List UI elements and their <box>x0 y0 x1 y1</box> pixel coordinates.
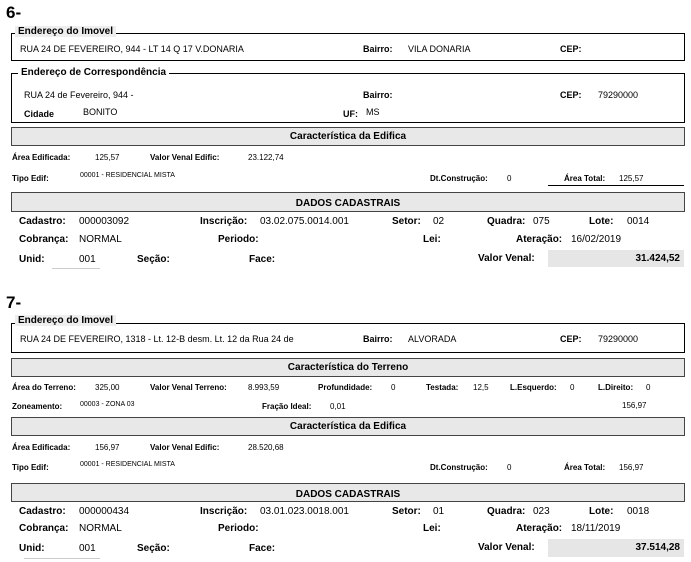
sec7-area-terreno-label: Área do Terreno: <box>12 383 76 392</box>
sec7-prof-value: 0 <box>391 383 396 392</box>
sec6-bairro-label: Bairro: <box>363 44 393 54</box>
sec6-quadra-value: 075 <box>533 216 550 227</box>
sec6-cidade-value: BONITO <box>83 107 118 117</box>
sec7-terreno-title: Característica do Terreno <box>287 362 409 373</box>
sec6-ateracao-label: Ateração: <box>516 234 563 245</box>
sec7-quadra-label: Quadra: <box>487 506 526 517</box>
sec6-unid-underline <box>52 268 100 269</box>
sec7-cadastro-label: Cadastro: <box>19 506 66 517</box>
sec6-cadastro-label: Cadastro: <box>19 216 66 227</box>
sec6-cobranca-label: Cobrança: <box>19 234 69 245</box>
sec7-dt-label: Dt.Construção: <box>430 463 488 472</box>
sec7-fracao-value: 0,01 <box>330 402 346 411</box>
sec7-venal-edif-label: Valor Venal Edific: <box>150 443 220 452</box>
sec7-edif-title: Característica da Edifica <box>289 421 407 432</box>
sec7-terreno-extra-value: 156,97 <box>622 401 647 410</box>
sec6-tipo-label: Tipo Edif: <box>12 174 49 183</box>
sec6-valor-venal-value: 31.424,52 <box>635 253 680 264</box>
sec6-corresp-legend: Endereço de Correspondência <box>18 67 169 78</box>
sec7-quadra-value: 023 <box>533 506 550 517</box>
sec7-tipo-label: Tipo Edif: <box>12 463 49 472</box>
sec6-cad-header <box>11 192 685 212</box>
sec7-venal-edif-value: 28.520,68 <box>248 443 284 452</box>
sec6-dt-label: Dt.Construção: <box>430 174 488 183</box>
sec6-area-edif-label: Área Edificada: <box>12 153 71 162</box>
sec6-cep-label: CEP: <box>560 44 582 54</box>
sec7-edif-header <box>11 417 685 436</box>
sec7-tipo-value: 00001 - RESIDENCIAL MISTA <box>80 461 175 468</box>
sec7-unid-label: Unid: <box>19 543 45 554</box>
section-6-number: 6- <box>6 3 22 22</box>
sec7-testada-label: Testada: <box>426 383 459 392</box>
sec7-area-total-value: 156,97 <box>619 463 644 472</box>
sec7-unid-value: 001 <box>79 543 96 554</box>
sec7-testada-value: 12,5 <box>473 383 489 392</box>
sec7-periodo-label: Periodo: <box>218 523 259 534</box>
sec6-corresp-cep-label: CEP: <box>560 90 582 100</box>
sec6-valor-venal-label: Valor Venal: <box>478 253 535 264</box>
sec7-terreno-header <box>11 358 685 377</box>
sec6-unid-label: Unid: <box>19 254 45 265</box>
sec7-inscricao-label: Inscrição: <box>200 506 248 517</box>
sec6-cidade-label: Cidade <box>24 109 55 119</box>
sec7-lote-value: 0018 <box>627 506 650 517</box>
sec6-setor-value: 02 <box>433 216 445 227</box>
sec6-setor-label: Setor: <box>392 216 421 227</box>
sec7-ldir-label: L.Direito: <box>598 383 634 392</box>
sec6-unid-value: 001 <box>79 254 96 265</box>
sec6-corresp-rua: RUA 24 de Fevereiro, 944 - <box>24 90 134 100</box>
sec7-cep-value: 79290000 <box>598 334 639 344</box>
sec6-inscricao-label: Inscrição: <box>200 216 248 227</box>
sec6-area-edif-value: 125,57 <box>95 153 120 162</box>
sec7-lote-label: Lote: <box>589 506 614 517</box>
sec6-lote-label: Lote: <box>589 216 614 227</box>
sec7-zon-label: Zoneamento: <box>12 402 63 411</box>
sec6-lote-value: 0014 <box>627 216 650 227</box>
sec6-dt-value: 0 <box>507 174 512 183</box>
sec7-endereco-rua: RUA 24 DE FEVEREIRO, 1318 - Lt. 12-B desm. Lt. 12 da Rua 24 de <box>20 334 294 344</box>
sec7-ateracao-label: Ateração: <box>516 523 563 534</box>
sec6-cadastro-value: 000003092 <box>79 216 130 227</box>
sec7-cadastro-value: 000000434 <box>79 506 130 517</box>
sec7-cad-header <box>11 483 685 502</box>
sec6-area-total-value: 125,57 <box>619 174 644 183</box>
sec6-edif-title: Característica da Edifica <box>289 131 407 142</box>
sec7-prof-label: Profundidade: <box>318 383 373 392</box>
sec7-cad-title: DADOS CADASTRAIS <box>295 489 401 500</box>
sec7-area-edif-value: 156,97 <box>95 443 120 452</box>
sec7-unid-underline <box>24 558 100 559</box>
sec6-periodo-label: Periodo: <box>218 234 259 245</box>
sec7-venal-terreno-label: Valor Venal Terreno: <box>150 383 227 392</box>
sec6-inscricao-value: 03.02.075.0014.001 <box>260 216 349 227</box>
sec6-bairro-value: VILA DONARIA <box>408 44 471 54</box>
sec6-quadra-label: Quadra: <box>487 216 526 227</box>
sec6-ateracao-value: 16/02/2019 <box>571 234 622 245</box>
sec7-secao-label: Seção: <box>137 543 170 554</box>
sec7-lesq-value: 0 <box>570 383 575 392</box>
sec7-area-terreno-value: 325,00 <box>95 383 120 392</box>
sec6-cobranca-value: NORMAL <box>79 234 122 245</box>
sec7-area-total-label: Área Total: <box>564 463 606 472</box>
sec7-lei-label: Lei: <box>423 523 441 534</box>
sec6-uf-value: MS <box>366 107 380 117</box>
sec6-lei-label: Lei: <box>423 234 441 245</box>
sec7-valor-venal-label: Valor Venal: <box>478 542 535 553</box>
sec7-area-edif-label: Área Edificada: <box>12 443 71 452</box>
sec7-ateracao-value: 18/11/2019 <box>571 523 621 534</box>
sec6-edif-header <box>11 127 685 146</box>
sec6-tipo-value: 00001 - RESIDENCIAL MISTA <box>80 172 175 179</box>
sec6-venal-edif-value: 23.122,74 <box>248 153 284 162</box>
sec7-valor-venal-value: 37.514,28 <box>635 542 680 553</box>
sec7-face-label: Face: <box>249 543 276 554</box>
sec6-corresp-bairro-label: Bairro: <box>363 90 393 100</box>
sec6-secao-label: Seção: <box>137 254 170 265</box>
sec7-zon-value: 00003 - ZONA 03 <box>80 401 135 408</box>
sec7-bairro-value: ALVORADA <box>408 334 457 344</box>
sec7-inscricao-value: 03.01.023.0018.001 <box>260 506 349 517</box>
sec6-face-label: Face: <box>249 254 276 265</box>
section-7-number: 7- <box>6 293 22 312</box>
sec7-dt-value: 0 <box>507 463 512 472</box>
sec7-cobranca-value: NORMAL <box>79 523 122 534</box>
sec6-uf-label: UF: <box>343 109 358 119</box>
sec7-fracao-label: Fração Ideal: <box>262 402 312 411</box>
sec7-ldir-value: 0 <box>646 383 651 392</box>
sec6-area-total-label: Área Total: <box>564 174 606 183</box>
sec7-setor-value: 01 <box>433 506 445 517</box>
sec7-bairro-label: Bairro: <box>363 334 393 344</box>
sec6-cad-title: DADOS CADASTRAIS <box>295 198 401 209</box>
sec7-venal-terreno-value: 8.993,59 <box>248 383 280 392</box>
sec6-corresp-cep-value: 79290000 <box>598 90 639 100</box>
sec6-total-underline <box>548 185 684 186</box>
sec7-cep-label: CEP: <box>560 334 582 344</box>
sec6-endereco-legend: Endereço do Imovel <box>15 26 116 37</box>
sec7-setor-label: Setor: <box>392 506 421 517</box>
sec7-cobranca-label: Cobrança: <box>19 523 69 534</box>
sec7-endereco-legend: Endereço do Imovel <box>15 315 116 326</box>
sec6-endereco-rua: RUA 24 DE FEVEREIRO, 944 - LT 14 Q 17 V.DONARIA <box>20 44 244 54</box>
sec6-venal-edif-label: Valor Venal Edific: <box>150 153 220 162</box>
sec7-lesq-label: L.Esquerdo: <box>510 383 557 392</box>
